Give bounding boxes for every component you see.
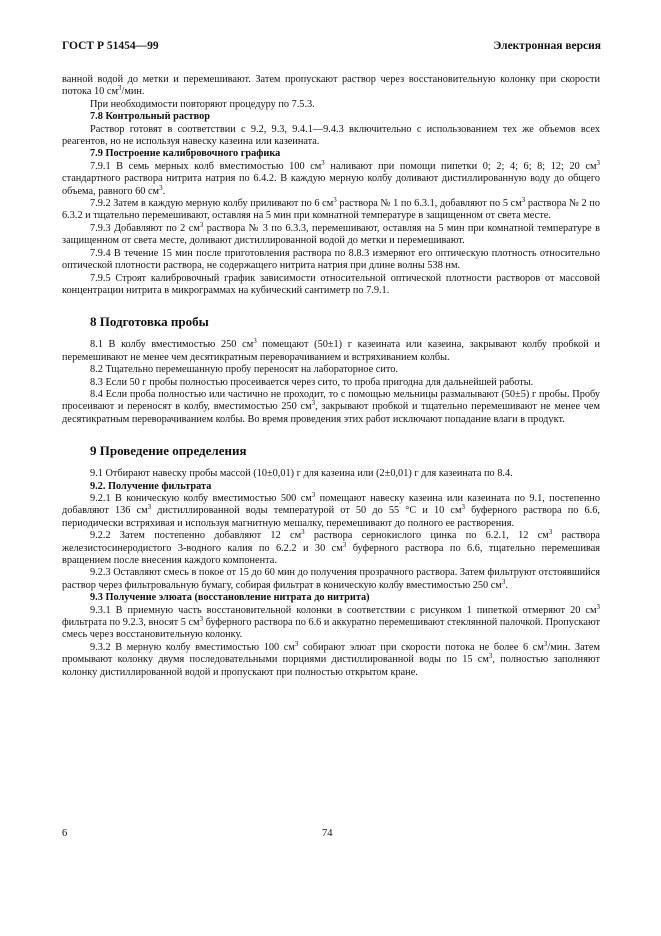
paragraph: 7.9.5 Строят калибровочный график зависимости относительной оптической плотности растворов от массовой концентрации нитрита в микрограммах на кубический сантиметр по 7.9.1. [62, 272, 600, 296]
paragraph: 9.1 Отбирают навеску пробы массой (10±0,01) г для казеина или (2±0,01) г для казеината по 8.4. [90, 468, 513, 480]
paragraph: 8.3 Если 50 г пробы полностью просеивается через сито, то проба пригодна для дальнейшей работы. [90, 376, 534, 388]
subsection-heading: 7.9 Построение калибровочного графика [90, 148, 281, 160]
section-heading: 9 Проведение определения [90, 443, 247, 459]
subsection-heading: 9.2. Получение фильтрата [90, 480, 212, 492]
paragraph: 9.2.1 В коническую колбу вместимостью 500 $см^3$ помещают навеску казеина или казеината по 9.1, постепенно добавляют 136 $см^3$ дистиллированной воды температурой от 50 до 55 °С и 10 $см^3$ буферного раствора по 6.6, периодически встряхивая и используя магнитную мешалку, перемешивают до полного ее растворения. [62, 490, 600, 529]
paragraph: 9.2.3 Оставляют смесь в покое от 15 до 60 мин до получения прозрачного раствора. Затем фильтруют отстоявшийся раствор через фильтровальную бумагу, собирая фильтрат в коническую колбу вместимостью 250 $см^3$. [62, 567, 600, 591]
paragraph: ванной водой до метки и перемешивают. Затем пропускают раствор через восстановительную колонку при скорости потока 10 $см^3$/мин. [62, 74, 600, 98]
paragraph: 7.9.4 В течение 15 мин после приготовления раствора по 8.8.3 измеряют его оптическую плотность относительно оптической плотности раствора, не содержащего нитрита натрия при длине волны 538 нм. [62, 247, 600, 272]
paragraph: 7.9.3 Добавляют по 2 $см^3$ раствора № 3 по 6.3.3, перемешивают, оставляя на 5 мин при комнатной температуре в защищенном от света месте, доливают дистиллированной водой до метки и перемешивают. [62, 220, 600, 247]
footer-page-number: 6 [62, 828, 68, 839]
subsection-heading: 9.3 Получение элюата (восстановление нитрата до нитрита) [90, 592, 370, 604]
footer-sheet-number: 74 [322, 828, 333, 839]
paragraph: 7.9.1 В семь мерных колб вместимостью 100 $см^3$ наливают при помощи пипетки 0; 2; 4; 6; 8; 12; 20 $см^3$ стандартного раствора нитрита натрия по 6.4.2. В каждую мерную колбу доливают дистиллированную воду до общего объема, равного 60 $см^3$. [62, 158, 600, 197]
document-body [62, 74, 600, 679]
section-heading: 8 Подготовка пробы [90, 314, 209, 330]
paragraph: 9.3.1 В приемную часть восстановительной колонки в соответствии с рисунком 1 пипеткой отмеряют 20 $см^3$ фильтрата по 9.2.3, вносят 5 $см^3$ буферного раствора по 6.6 и аккуратно перемешивают стеклянной палочкой. Пропускают смесь через восстановительную колонку. [62, 602, 601, 641]
paragraph: 8.4 Если проба полностью или частично не проходит, то с помощью мельницы размалывают (50±5) г пробы. Пробу просеивают и переносят в колбу, вместимостью 250 $см^3$, закрывают пробкой и тщательно перемешивают не менее чем десятикратным переворачиванием колбы. Во время проведения этих работ исключают попадание влаги в продукт. [62, 388, 601, 425]
paragraph: 8.2 Тщательно перемешанную пробу переносят на лабораторное сито. [90, 364, 398, 376]
subsection-heading: 7.8 Контрольный раствор [90, 111, 210, 123]
paragraph: При необходимости повторяют процедуру по 7.5.3. [90, 98, 315, 110]
header-version: Электронная версия [493, 40, 601, 52]
paragraph: 9.2.2 Затем постепенно добавляют 12 $см^3$ раствора сернокислого цинка по 6.2.1, 12 $см^3$ раствора железистосинеродистого 3-водного калия по 6.2.2 и 30 $см^3$ буферного раствора по 6.6, тщательно перемешивая вращением после внесения каждого компонента. [62, 528, 601, 566]
paragraph: 9.3.2 В мерную колбу вместимостью 100 $см^3$ собирают элюат при скорости потока не более 6 $см^3$/мин. Затем промывают колонку двумя последовательными порциями дистиллированной воды по 15 $см^3$, полностью заполняют колонку дистиллированной водой и пропускают при полностью открытом кране. [62, 639, 600, 678]
paragraph: 8.1 В колбу вместимостью 250 $см^3$ помещают (50±1) г казеината или казеина, закрывают колбу пробкой и перемешивают не менее чем десятикратным переворачиванием и встряхиванием колбы. [62, 337, 600, 363]
paragraph: 7.9.2 Затем в каждую мерную колбу приливают по 6 $см^3$ раствора № 1 по 6.3.1, добавляют по 5 $см^3$ раствора № 2 по 6.3.2 и тщательно перемешивают, оставляя на 5 мин при комнатной температуре в защищенном от света месте. [62, 196, 600, 222]
paragraph: Раствор готовят в соответствии с 9.2, 9.3, 9.4.1—9.4.3 включительно с использованием тех же объемов всех реагентов, но не используя навеску казеина или казеината. [62, 123, 600, 148]
header-standard-number: ГОСТ Р 51454—99 [62, 40, 159, 52]
